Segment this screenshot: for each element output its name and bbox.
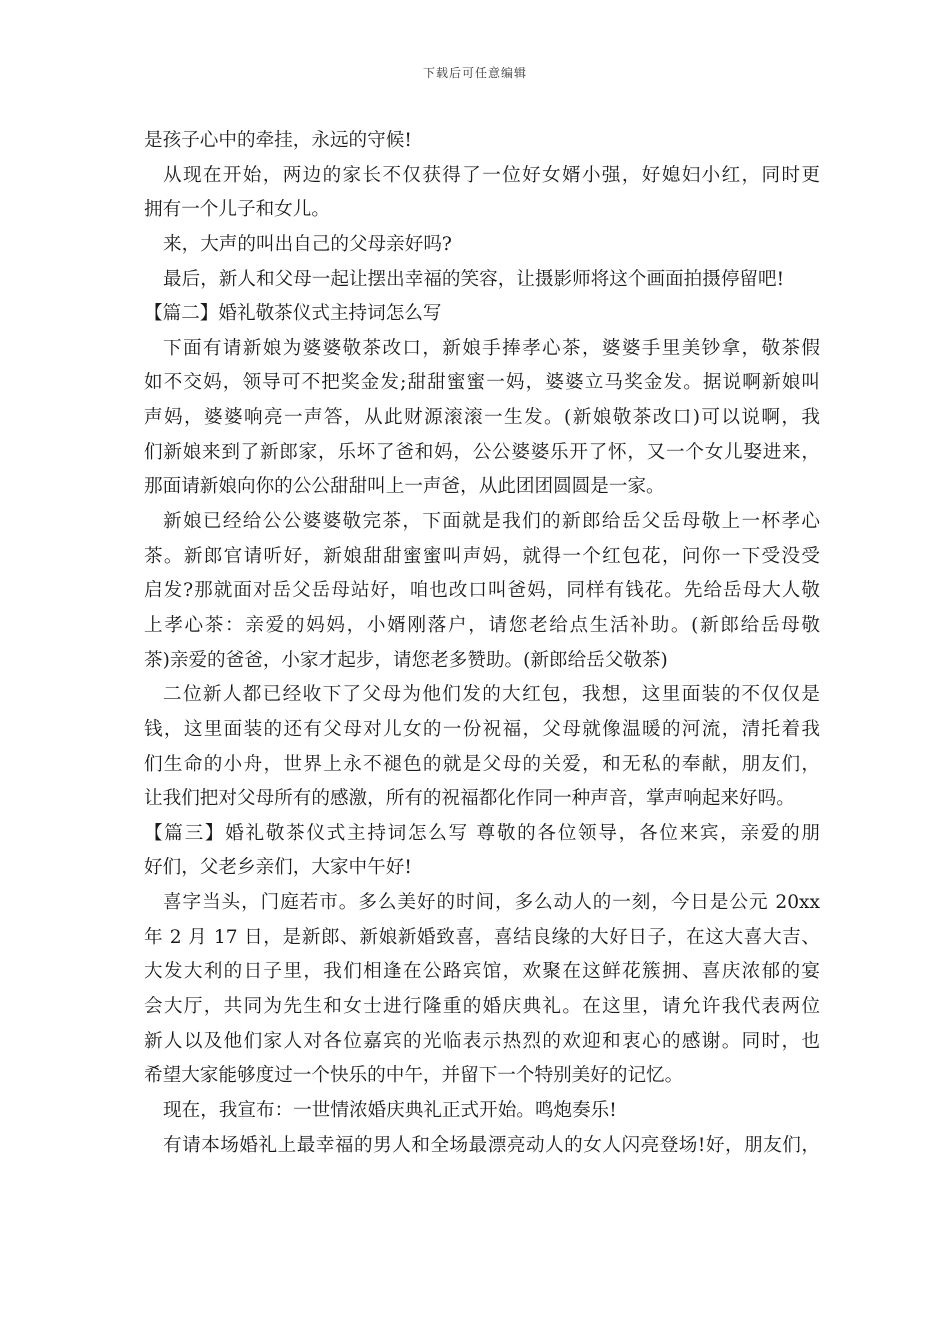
text-line: 新娘已经给公公婆婆敬完茶，下面就是我们的新郎给岳父岳母敬上一杯孝心 bbox=[163, 511, 820, 533]
text-line: 年 2 月 17 日，是新郎、新娘新婚致喜，喜结良缘的大好日子，在这大喜大吉、 bbox=[144, 926, 820, 948]
text-line: 【篇二】婚礼敬茶仪式主持词怎么写 bbox=[144, 303, 442, 325]
text-line: 声妈，婆婆响亮一声答，从此财源滚滚一生发。(新娘敬茶改口)可以说啊，我 bbox=[144, 407, 820, 429]
text-line: 拥有一个儿子和女儿。 bbox=[144, 199, 330, 221]
text-line: 钱，这里面装的还有父母对儿女的一份祝福，父母就像温暖的河流，清托着我 bbox=[144, 718, 820, 740]
text-line: 会大厅，共同为先生和女士进行隆重的婚庆典礼。在这里，请允许我代表两位 bbox=[144, 996, 820, 1018]
text-line: 启发?那就面对岳父岳母站好，咱也改口叫爸妈，同样有钱花。先给岳母大人敬 bbox=[144, 580, 820, 602]
text-line: 茶)亲爱的爸爸，小家才起步，请您老多赞助。(新郎给岳父敬茶) bbox=[144, 649, 668, 671]
text-line: 们生命的小舟，世界上永不褪色的就是父母的关爱，和无私的奉献，朋友们， bbox=[144, 753, 820, 775]
text-line: 茶。新郎官请听好，新娘甜甜蜜蜜叫声妈，就得一个红包花，问你一下受没受 bbox=[144, 545, 820, 567]
text-line: 希望大家能够度过一个快乐的中午，并留下一个特别美好的记忆。 bbox=[144, 1065, 684, 1087]
text-line: 【篇三】婚礼敬茶仪式主持词怎么写 尊敬的各位领导，各位来宾，亲爱的朋 bbox=[144, 822, 820, 844]
text-line: 们新娘来到了新郎家，乐坏了爸和妈，公公婆婆乐开了怀，又一个女儿娶进来， bbox=[144, 441, 820, 463]
text-line: 有请本场婚礼上最幸福的男人和全场最漂亮动人的女人闪亮登场!好，朋友们， bbox=[163, 1134, 820, 1156]
text-line: 二位新人都已经收下了父母为他们发的大红包，我想，这里面装的不仅仅是 bbox=[163, 684, 820, 706]
text-line: 大发大利的日子里，我们相逢在公路宾馆，欢聚在这鲜花簇拥、喜庆浓郁的宴 bbox=[144, 961, 820, 983]
text-line: 是孩子心中的牵挂，永远的守候! bbox=[144, 130, 412, 151]
text-line: 如不交妈，领导可不把奖金发;甜甜蜜蜜一妈，婆婆立马奖金发。据说啊新娘叫 bbox=[144, 372, 820, 394]
text-line: 来，大声的叫出自己的父母亲好吗? bbox=[163, 233, 452, 255]
text-line: 现在，我宣布：一世情浓婚庆典礼正式开始。鸣炮奏乐! bbox=[163, 1099, 617, 1121]
text-line: 好们，父老乡亲们，大家中午好! bbox=[144, 857, 412, 879]
text-line: 最后，新人和父母一起让摆出幸福的笑容，让摄影师将这个画面拍摄停留吧! bbox=[163, 268, 785, 290]
text-line: 那面请新娘向你的公公甜甜叫上一声爸，从此团团圆圆是一家。 bbox=[144, 476, 665, 498]
text-line: 新人以及他们家人对各位嘉宾的光临表示热烈的欢迎和衷心的感谢。同时，也 bbox=[144, 1030, 820, 1052]
text-line: 让我们把对父母所有的感激，所有的祝福都化作同一种声音，掌声响起来好吗。 bbox=[144, 788, 795, 810]
text-line: 上孝心茶：亲爱的妈妈，小婿刚落户，请您老给点生活补助。(新郎给岳母敬 bbox=[144, 614, 820, 636]
text-line: 下面有请新娘为婆婆敬茶改口，新娘手捧孝心茶，婆婆手里美钞拿，敬茶假 bbox=[163, 337, 820, 359]
text-line: 从现在开始，两边的家长不仅获得了一位好女婿小强，好媳妇小红，同时更 bbox=[163, 164, 820, 186]
text-line: 喜字当头，门庭若市。多么美好的时间，多么动人的一刻，今日是公元 20xx bbox=[163, 892, 820, 914]
document-body bbox=[144, 124, 820, 1163]
page-header: 下载后可任意编辑 bbox=[422, 66, 527, 80]
